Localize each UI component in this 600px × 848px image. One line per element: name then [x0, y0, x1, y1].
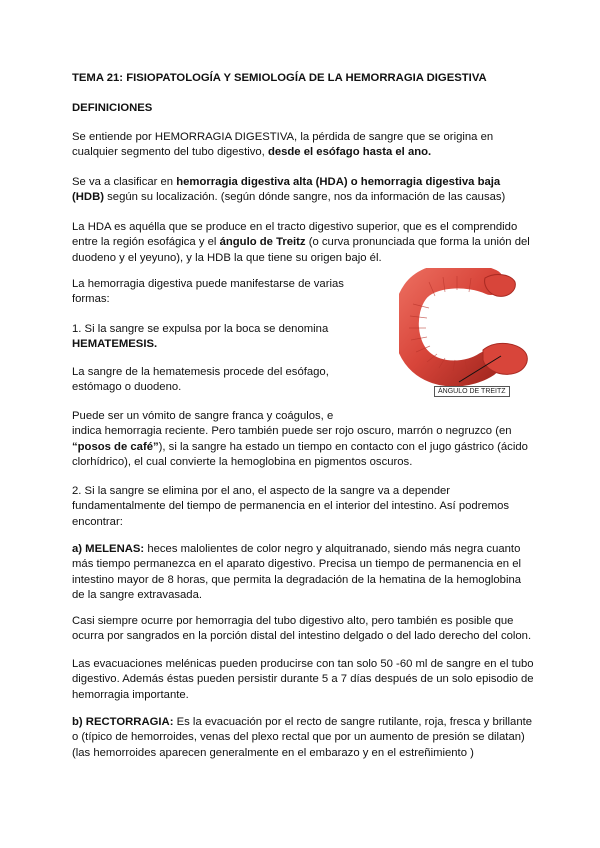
p2-text-c: según su localización. (según dónde sangre, nos da información de las causas)	[104, 191, 506, 204]
paragraph-definition	[72, 130, 534, 161]
p3-text-a: La HDA es aquélla que se produce en el tracto digestivo superior, que es el comprendido entre la región esofágica y el	[72, 221, 518, 249]
p9-bold: a) MELENAS:	[72, 543, 145, 555]
paragraph-evacuaciones: Las evacuaciones melénicas pueden producirse con tan solo 50 -60 ml de sangre en el tubo digestivo. Además éstas pueden persistir durante 5 a 7 días después de un solo episodio de hemorragia importante.	[72, 658, 534, 701]
p7-text-c: ), si la sangre ha estado un tiempo en contacto con el jugo gástrico (ácido clorhídrico), el cual convierte la hemoglobina en pigmentos oscuros.	[72, 440, 528, 468]
p12-bold: b) RECTORRAGIA:	[72, 716, 174, 728]
paragraph-ano: 2. Si la sangre se elimina por el ano, el aspecto de la sangre va a depender fundamentalmente del tiempo de permanencia en el interior del intestino. Así podremos encontrar:	[72, 485, 510, 528]
paragraph-classification	[72, 175, 534, 206]
p2-text-a: Se va a clasificar en	[72, 176, 177, 188]
paragraph-melenas	[72, 542, 534, 603]
p7-line1: Puede ser un vómito de sangre franca y coágulos, e	[72, 410, 334, 422]
section-heading: DEFINICIONES	[72, 102, 153, 114]
paragraph-hda	[72, 220, 534, 266]
paragraph-vomit	[72, 409, 534, 470]
p3-bold: ángulo de Treitz	[219, 236, 306, 249]
paragraph-casi-siempre: Casi siempre ocurre por hemorragia del tubo digestivo alto, pero también es posible que ocurra por sangrados en la porción distal del intestino delgado o del lado derecho del colon.	[72, 615, 532, 643]
p12-text: Es la evacuación por el recto de sangre rutilante, roja, fresca y brillante o (típico de hemorroides, venas del plexo rectal que por un aumento de presión se dilatan) (las hemorroides aparecen generalmente en el embarazo y en el estreñimiento )	[72, 716, 533, 759]
paragraph-rectorragia	[72, 715, 534, 761]
p7-line2: indica hemorragia reciente. Pero también puede ser rojo oscuro, marrón o negruzco (en	[72, 425, 512, 438]
duodenum-illustration	[399, 268, 537, 400]
p5-bold: HEMATEMESIS.	[72, 338, 158, 351]
p3-text-c: (o curva pronunciada que forma la unión del duodeno y el yeyuno), y la HDB la que tiene su origen bajo él.	[72, 236, 530, 264]
duodenum-image	[399, 268, 537, 386]
duodenum-loop	[406, 275, 491, 373]
p7-bold: “posos de café”	[72, 440, 159, 453]
p1-text: Se entiende por HEMORRAGIA DIGESTIVA, la pérdida de sangre que se origina en cualquier segmento del tubo digestivo,	[72, 131, 494, 159]
paragraph-hematemesis	[72, 322, 357, 353]
p2-bold: hemorragia digestiva alta (HDA) o hemorragia digestiva baja (HDB)	[72, 176, 501, 204]
paragraph-forms: La hemorragia digestiva puede manifestarse de varias formas:	[72, 278, 344, 306]
figure-label: ÁNGULO DE TREITZ	[434, 386, 510, 397]
paragraph-origin: La sangre de la hematemesis procede del esófago, estómago o duodeno.	[72, 366, 329, 394]
document-title: TEMA 21: FISIOPATOLOGÍA Y SEMIOLOGÍA DE LA HEMORRAGIA DIGESTIVA	[72, 72, 487, 84]
p1-bold: desde el esófago hasta el ano.	[267, 146, 432, 159]
p5-text: 1. Si la sangre se expulsa por la boca se denomina	[72, 323, 329, 335]
p9-text: heces malolientes de color negro y alquitranado, siendo más negra cuanto más tiempo permanezca en el aparato digestivo. Precisa un tiempo de permanencia en el intestino mayor de 8 horas, que permita la degradación de la hematina de la hemoglobina de la sangre extravasada.	[72, 543, 522, 601]
